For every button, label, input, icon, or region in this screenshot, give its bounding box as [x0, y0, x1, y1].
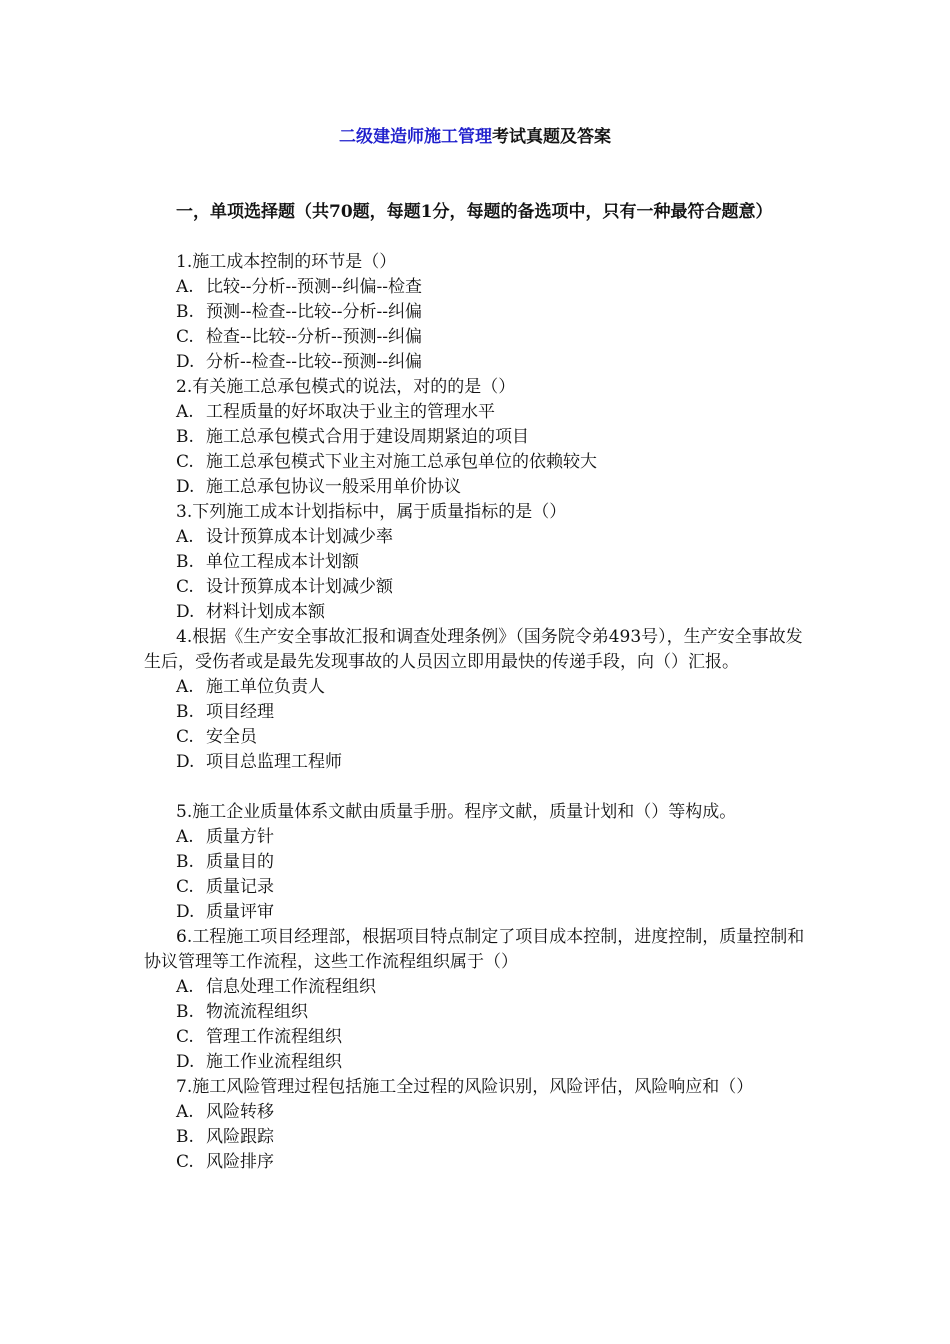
- answer-option: [144, 600, 814, 625]
- option-text: 质量目的: [206, 852, 274, 872]
- option-text: 施工总承包模式合用于建设周期紧迫的项目: [206, 427, 529, 447]
- option-text: 施工总承包协议一般采用单价协议: [206, 477, 461, 497]
- option-letter: A.: [176, 402, 194, 422]
- option-text: 质量记录: [206, 877, 274, 897]
- question-list: [144, 250, 814, 1175]
- answer-option: [144, 725, 814, 750]
- answer-option: [144, 550, 814, 575]
- answer-option: [144, 675, 814, 700]
- answer-option: [144, 275, 814, 300]
- option-text: 单位工程成本计划额: [206, 552, 359, 572]
- page-title: [0, 124, 950, 150]
- option-text: 施工单位负责人: [206, 677, 325, 697]
- question-stem: 2.有关施工总承包模式的说法，对的的是（）: [176, 377, 516, 397]
- option-letter: A.: [176, 677, 194, 697]
- option-letter: D.: [176, 477, 195, 497]
- answer-option: [144, 1000, 814, 1025]
- answer-option: [144, 875, 814, 900]
- title-rest: 考试真题及答案: [492, 127, 611, 147]
- option-letter: D.: [176, 602, 195, 622]
- option-letter: D.: [176, 902, 195, 922]
- option-text: 施工作业流程组织: [206, 1052, 342, 1072]
- answer-option: [144, 1100, 814, 1125]
- option-text: 安全员: [206, 727, 257, 747]
- answer-option: [144, 450, 814, 475]
- answer-option: [144, 1125, 814, 1150]
- option-text: 风险排序: [206, 1152, 274, 1172]
- option-text: 风险转移: [206, 1102, 274, 1122]
- option-letter: A.: [176, 977, 194, 997]
- answer-option: [144, 1050, 814, 1075]
- option-text: 管理工作流程组织: [206, 1027, 342, 1047]
- answer-option: [144, 575, 814, 600]
- section-heading: 一，单项选择题（共70题，每题1分，每题的备选项中，只有一种最符合题意）: [176, 202, 773, 222]
- option-text: 工程质量的好坏取决于业主的管理水平: [206, 402, 495, 422]
- question-stem: 4.根据《生产安全事故汇报和调查处理条例》（国务院令弟493号），生产安全事故发生后，受伤者或是最先发现事故的人员因立即用最快的传递手段，向（）汇报。: [144, 627, 803, 672]
- option-letter: C.: [176, 452, 194, 472]
- option-text: 项目总监理工程师: [206, 752, 342, 772]
- answer-option: [144, 1150, 814, 1175]
- answer-option: [144, 1025, 814, 1050]
- answer-option: [144, 975, 814, 1000]
- question-stem: 6.工程施工项目经理部，根据项目特点制定了项目成本控制，进度控制，质量控制和协议管理等工作流程，这些工作流程组织属于（）: [144, 927, 805, 972]
- answer-option: [144, 425, 814, 450]
- option-letter: B.: [176, 702, 194, 722]
- answer-option: [144, 825, 814, 850]
- option-letter: B.: [176, 852, 194, 872]
- option-text: 设计预算成本计划减少率: [206, 527, 393, 547]
- option-letter: C.: [176, 1152, 194, 1172]
- option-text: 风险跟踪: [206, 1127, 274, 1147]
- question-stem: 5.施工企业质量体系文献由质量手册。程序文献，质量计划和（）等构成。: [176, 802, 737, 822]
- answer-option: [144, 750, 814, 775]
- answer-option: [144, 900, 814, 925]
- option-letter: C.: [176, 727, 194, 747]
- option-text: 检查--比较--分析--预测--纠偏: [206, 327, 422, 347]
- option-text: 设计预算成本计划减少额: [206, 577, 393, 597]
- option-text: 信息处理工作流程组织: [206, 977, 376, 997]
- option-text: 材料计划成本额: [206, 602, 325, 622]
- answer-option: [144, 350, 814, 375]
- option-letter: C.: [176, 1027, 194, 1047]
- option-letter: B.: [176, 427, 194, 447]
- option-letter: A.: [176, 827, 194, 847]
- option-letter: B.: [176, 552, 194, 572]
- answer-option: [144, 700, 814, 725]
- option-text: 施工总承包模式下业主对施工总承包单位的依赖较大: [206, 452, 597, 472]
- option-letter: A.: [176, 277, 194, 297]
- option-letter: A.: [176, 527, 194, 547]
- title-link[interactable]: 二级建造师施工管理: [339, 127, 492, 147]
- answer-option: [144, 850, 814, 875]
- answer-option: [144, 400, 814, 425]
- option-letter: B.: [176, 1127, 194, 1147]
- option-text: 质量评审: [206, 902, 274, 922]
- option-text: 预测--检查--比较--分析--纠偏: [206, 302, 422, 322]
- option-letter: C.: [176, 577, 194, 597]
- answer-option: [144, 300, 814, 325]
- option-text: 比较--分析--预测--纠偏--检查: [206, 277, 422, 297]
- option-letter: D.: [176, 752, 195, 772]
- question-stem: 3.下列施工成本计划指标中，属于质量指标的是（）: [176, 502, 567, 522]
- option-letter: B.: [176, 1002, 194, 1022]
- option-letter: C.: [176, 877, 194, 897]
- answer-option: [144, 325, 814, 350]
- option-letter: C.: [176, 327, 194, 347]
- option-text: 分析--检查--比较--预测--纠偏: [206, 352, 422, 372]
- option-text: 质量方针: [206, 827, 274, 847]
- option-letter: D.: [176, 352, 195, 372]
- question-stem: 7.施工风险管理过程包括施工全过程的风险识别，风险评估，风险响应和（）: [176, 1077, 754, 1097]
- answer-option: [144, 475, 814, 500]
- option-letter: A.: [176, 1102, 194, 1122]
- answer-option: [144, 525, 814, 550]
- paragraph-gap: [144, 775, 814, 800]
- option-letter: B.: [176, 302, 194, 322]
- option-letter: D.: [176, 1052, 195, 1072]
- option-text: 物流流程组织: [206, 1002, 308, 1022]
- option-text: 项目经理: [206, 702, 274, 722]
- question-stem: 1.施工成本控制的环节是（）: [176, 252, 397, 272]
